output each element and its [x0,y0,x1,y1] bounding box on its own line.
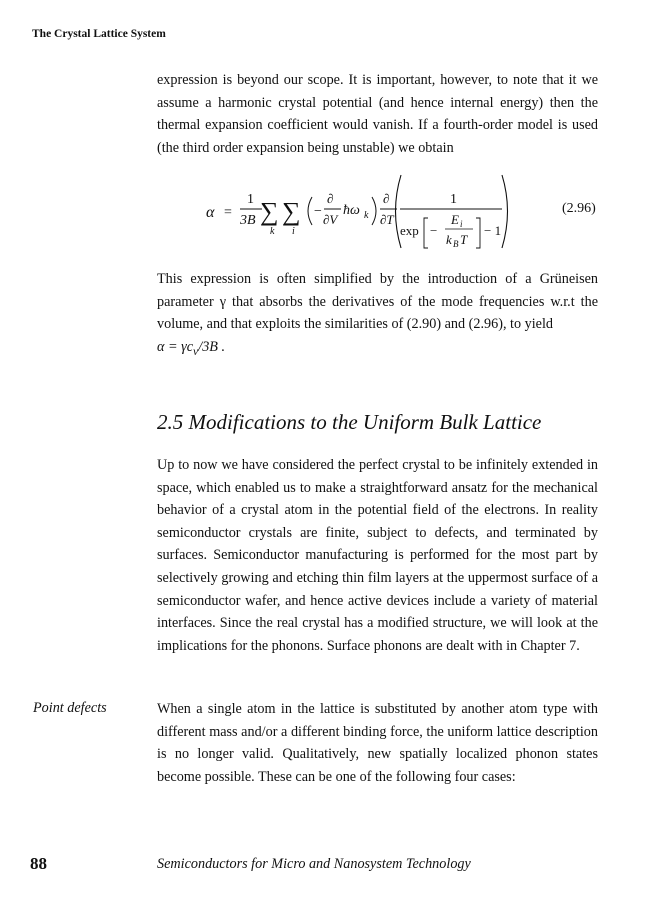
paragraph-modifications: Up to now we have considered the perfect crystal to be infinitely extended in space, which enabled us to make a straightforward ansatz for the mechanical behavior of a crystal atom in the potential field of the electrons. In reality semiconductor crystals are finite, subject to defects, and terminated by surfaces. Semiconductor manufacturing is performed for the most part by selectively growing and etching thin film layers at the uppermost surface of a semiconductor wafer, and hence active devices include a variety of material interfaces. Since the real crystal has a modified structure, we will look at the implications for the phonons. Surface phonons are dealt with in Chapter 7. [157,457,598,654]
eq-omega-sub-k: k [364,210,369,221]
eq-sigma-k: ∑ [260,197,279,226]
paragraph-gruneisen [157,268,598,362]
margin-label-point-defects: Point defects [33,700,107,716]
eq-ei-sub: i [460,219,463,229]
eq-kb: k [446,232,452,247]
eq-paren-left [308,197,312,225]
eq-alpha: α [206,204,215,221]
eq-partial-num-1: ∂ [327,191,334,206]
paragraph-intro: expression is beyond our scope. It is important, however, to note that it we assume a harmonic crystal potential (and hence internal energy) then the thermal expansion coefficient would vanish. If a fourth-order model is used (the third order expansion being unstable) we obtain [157,72,598,156]
eq-minus: − [314,204,322,219]
eq-kb-sub: B [453,239,459,249]
eq-bracket-left [424,218,428,248]
eq-equals: = [224,205,232,220]
eq-minus-one: − 1 [484,223,502,238]
eq-kb-t: T [460,232,468,247]
eq-bracket-right [476,218,480,248]
eq-sub-k: k [270,226,275,237]
gruneisen-formula: α = γc [157,338,194,355]
gruneisen-formula-end: /3B . [198,338,226,355]
eq-one-numerator: 1 [247,192,254,207]
eq-dt: ∂T [380,212,394,227]
gruneisen-formula-sub: v [193,343,199,358]
eq-big-one: 1 [450,192,457,207]
eq-three-b: 3B [240,213,256,228]
eq-big-paren-right [502,175,508,248]
running-header: The Crystal Lattice System [32,28,166,40]
paragraph-point-defects: When a single atom in the lattice is substituted by another atom type with different mass and/or a different binding force, the uniform lattice description is no longer valid. Qualitatively, new spatially localized phonon states become possible. These can be one of the following four cases: [157,701,598,785]
eq-dv: ∂V [323,212,338,227]
eq-ei: E [451,212,459,227]
equation-2-96 [200,172,600,252]
eq-exp-minus: − [430,223,438,238]
eq-paren-right [372,197,376,225]
section-heading: 2.5 Modifications to the Uniform Bulk Lattice [157,410,542,434]
eq-hbar-omega: ħω [343,203,360,218]
eq-sub-i: i [292,226,295,237]
footer-book-title: Semiconductors for Micro and Nanosystem Technology [157,856,471,872]
eq-partial-num-2: ∂ [383,191,390,206]
paragraph-gruneisen-text: This expression is often simplified by the introduction of a Grüneisen parameter γ that absorbs the derivatives of the mode frequencies w.r.t the volume, and that exploits the similarities of (2.90) and (2.96), to yield [157,271,598,333]
eq-sigma-i: ∑ [282,197,301,226]
eq-exp: exp [400,223,419,238]
equation-number: (2.96) [562,201,596,216]
page-number: 88 [30,854,47,873]
